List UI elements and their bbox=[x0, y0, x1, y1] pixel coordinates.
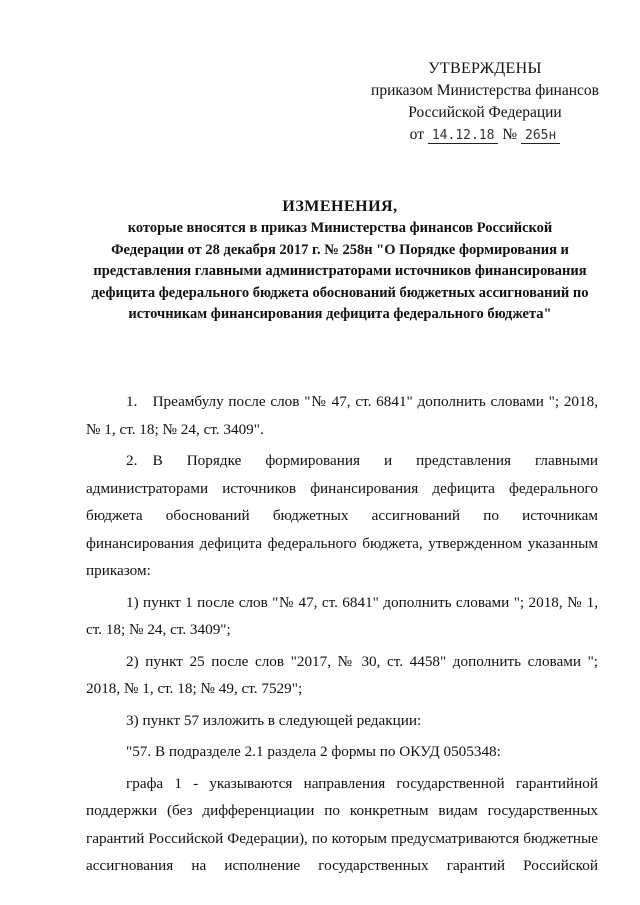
order-number-handwritten: 265н bbox=[521, 129, 560, 144]
document-subtitle: которые вносятся в приказ Министерства финансов Российской Федерации от 28 декабря 2017 г. № 258н "О Порядке формирования и представления главными администраторами источников финансирования дефицита федерального бюджета обоснований бюджетных ассигнований по источникам финансирования дефицита федерального бюджета" bbox=[91, 220, 589, 322]
number-prefix: № bbox=[502, 126, 518, 143]
paragraph-point-57: "57. В подразделе 2.1 раздела 2 формы по ОКУД 0505348: bbox=[126, 743, 501, 760]
paragraph-preamble: 1. Преамбулу после слов "№ 47, ст. 6841" дополнить словами "; 2018, № 1, ст. 18; № 24, ст. 3409". bbox=[86, 393, 598, 438]
approval-line-country: Российской Федерации bbox=[408, 104, 562, 121]
paragraph-item-3: 3) пункт 57 изложить в следующей редакции: bbox=[126, 711, 422, 729]
approval-block bbox=[360, 58, 610, 146]
document-body bbox=[86, 388, 598, 880]
date-prefix: от bbox=[409, 126, 424, 143]
paragraph-procedure: 2. В Порядке формирования и представления главными администраторами источников финансирования дефицита федерального бюджета обоснований бюджетных ассигнований по источникам финансирования дефицита федерального бюджета, утвержденном указанным приказом: bbox=[86, 452, 598, 579]
approval-heading: УТВЕРЖДЕНЫ bbox=[428, 60, 542, 77]
order-date-handwritten: 14.12.18 bbox=[428, 129, 499, 144]
paragraph-item-2: 2) пункт 25 после слов "2017, № 30, ст. 4458" дополнить словами "; 2018, № 1, ст. 18; № 49, ст. 7529"; bbox=[86, 652, 598, 697]
paragraph-item-1: 1) пункт 1 после слов "№ 47, ст. 6841" дополнить словами "; 2018, № 1, ст. 18; № 24, ст. 3409"; bbox=[86, 593, 598, 638]
paragraph-column-1: графа 1 - указываются направления государственной гарантийной поддержки (без дифференциации по конкретным видам государственных гарантий Российской Федерации), по которым предусматриваются бюджетные ассигнования на исполнение государственных гарантий Российской bbox=[86, 774, 598, 874]
approval-date-line bbox=[360, 124, 610, 146]
document-heading: ИЗМЕНЕНИЯ, bbox=[282, 198, 398, 215]
document-title-block bbox=[90, 196, 590, 326]
approval-line-ministry: приказом Министерства финансов bbox=[371, 82, 599, 99]
